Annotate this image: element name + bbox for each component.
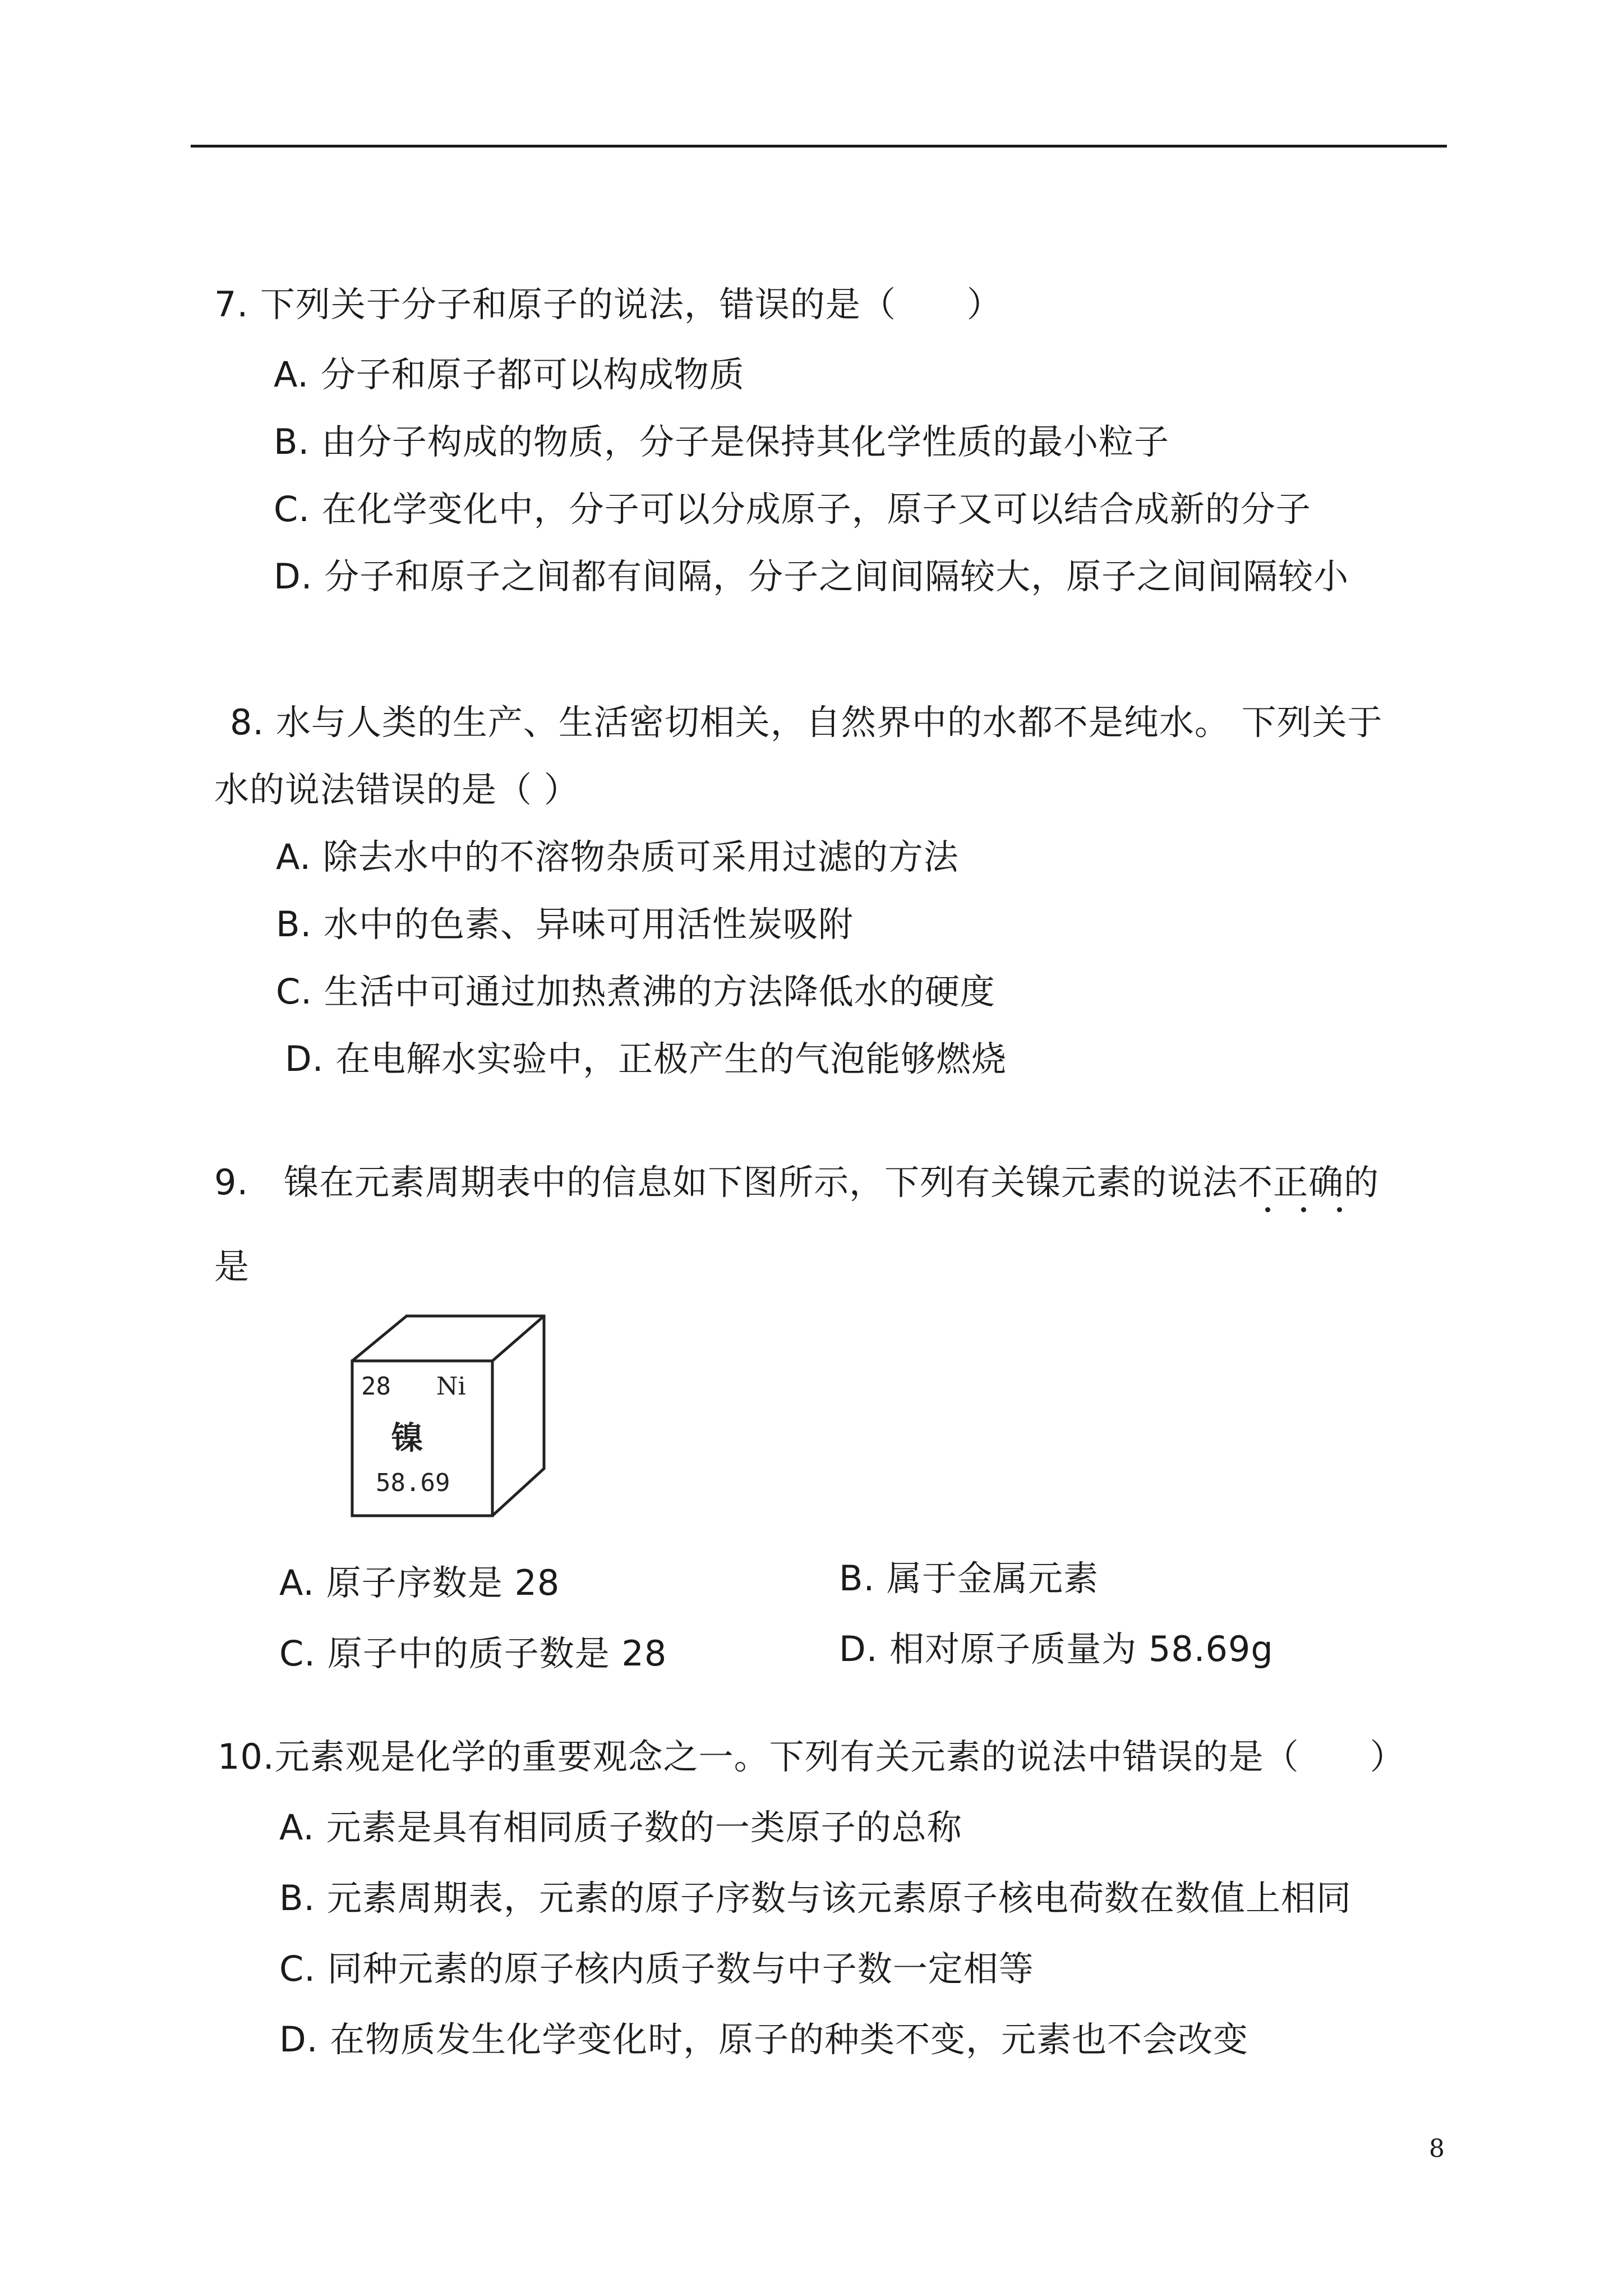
question-7-option-d: D. 分子和原子之间都有间隔，分子之间间隔较大，原子之间间隔较小 — [274, 556, 1349, 597]
question-9-stem-line2: 是 — [214, 1246, 250, 1287]
emphasis-dot — [1265, 1207, 1270, 1212]
question-8-stem-line1: 8. 水与人类的生产、生活密切相关，自然界中的水都不是纯水。 下列关于 — [230, 702, 1383, 743]
question-8-option-b: B. 水中的色素、异味可用活性炭吸附 — [276, 904, 854, 945]
question-10-option-b: B. 元素周期表，元素的原子序数与该元素原子核电荷数在数值上相同 — [279, 1878, 1352, 1918]
question-8-option-c: C. 生活中可通过加热煮沸的方法降低水的硬度 — [276, 971, 995, 1012]
element-name: 镍 — [391, 1420, 423, 1457]
question-9-option-b: B. 属于金属元素 — [839, 1558, 1099, 1599]
emphasis-dot — [1301, 1207, 1306, 1212]
question-10-option-c: C. 同种元素的原子核内质子数与中子数一定相等 — [279, 1948, 1034, 1989]
page-number: 8 — [1429, 2134, 1445, 2163]
question-9-stem-line1: 9. 镍在元素周期表中的信息如下图所示，下列有关镍元素的说法不正确的 — [214, 1162, 1380, 1203]
element-atomic-mass: 58.69 — [376, 1469, 450, 1497]
question-7-option-a: A. 分子和原子都可以构成物质 — [274, 354, 745, 395]
question-7-option-b: B. 由分子构成的物质，分子是保持其化学性质的最小粒子 — [274, 421, 1169, 462]
question-10-stem: 10.元素观是化学的重要观念之一。下列有关元素的说法中错误的是（ ） — [218, 1736, 1405, 1777]
question-9-option-a: A. 原子序数是 28 — [279, 1562, 560, 1603]
question-10-option-d: D. 在物质发生化学变化时，原子的种类不变，元素也不会改变 — [279, 2019, 1249, 2060]
element-atomic-number: 28 — [361, 1372, 391, 1401]
question-9-option-c: C. 原子中的质子数是 28 — [279, 1633, 667, 1674]
question-10-option-a: A. 元素是具有相同质子数的一类原子的总称 — [279, 1807, 962, 1848]
emphasis-dot — [1337, 1207, 1342, 1212]
question-9-option-d: D. 相对原子质量为 58.69g — [839, 1628, 1274, 1669]
header-rule — [191, 145, 1447, 148]
question-7-stem: 7. 下列关于分子和原子的说法，错误的是（ ） — [214, 284, 1002, 325]
question-8-option-a: A. 除去水中的不溶物杂质可采用过滤的方法 — [276, 836, 959, 877]
question-7-option-c: C. 在化学变化中，分子可以分成原子，原子又可以结合成新的分子 — [274, 489, 1311, 530]
question-8-stem-line2: 水的说法错误的是（ ） — [214, 769, 579, 810]
element-symbol: Ni — [436, 1372, 466, 1401]
element-tile — [348, 1313, 550, 1520]
question-8-option-d: D. 在电解水实验中，正极产生的气泡能够燃烧 — [285, 1038, 1007, 1079]
